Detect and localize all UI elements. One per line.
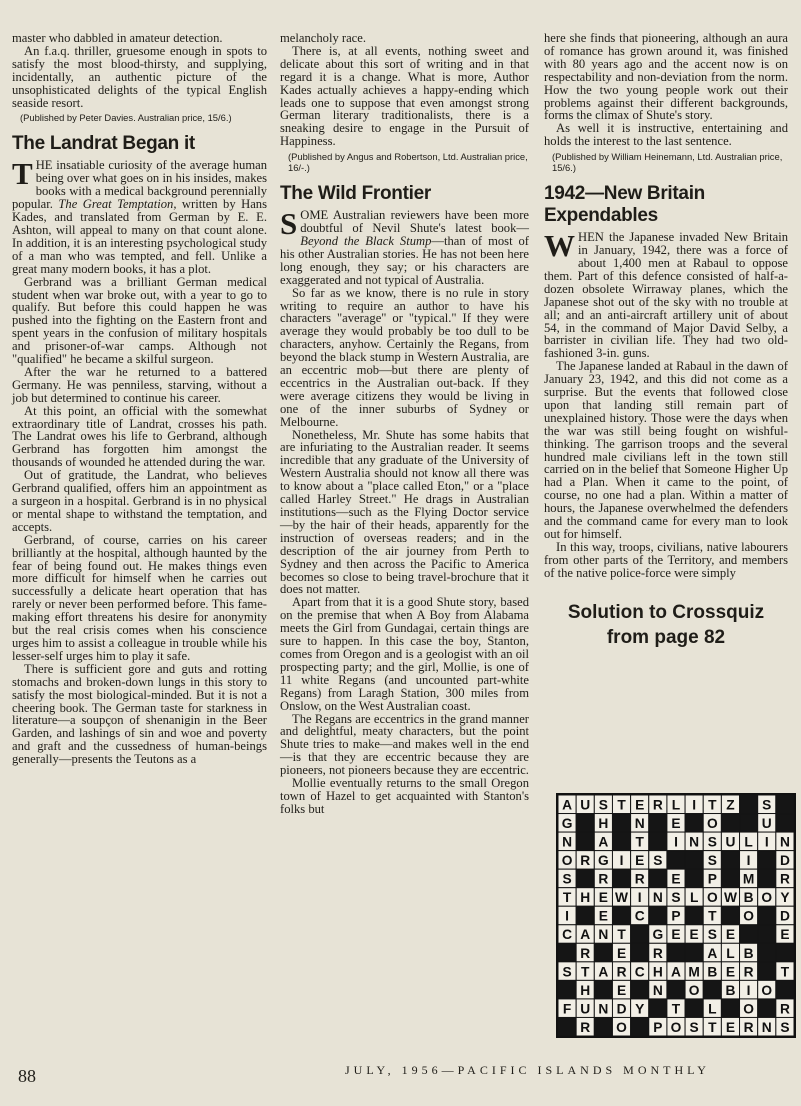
crossword-letter: O — [743, 1001, 754, 1017]
crossword-black-square — [576, 814, 594, 833]
crossword-black-square — [594, 943, 612, 962]
crossword-black-square — [631, 980, 649, 999]
crossword-black-square — [758, 962, 776, 981]
solution-subtitle-line: from page 82 — [606, 626, 726, 648]
paragraph: The Regans are eccentrics in the grand manner and delightful, meaty characters, but the point Shute tries to make—and makes well in the end—is that they are eccentric because they are pioneers, not pioneers because they are eccentric. — [280, 711, 529, 778]
crossword-letter: H — [598, 815, 609, 831]
crossword-black-square — [758, 906, 776, 925]
crossword-letter: S — [653, 853, 663, 869]
publisher-credit: (Published by Peter Davies. Australian price, 15/6.) — [20, 112, 232, 124]
lead-text: HEN the Japanese invaded New Britain in January, 1942, there was a force of about 1,400 men at Rabaul to oppose them. Part of this defence consisted of half-a-dozen obsolete Wirraway planes, which the Japanese shot out of the sky with no trouble at all; and an anti-aircraft artillery unit of about 54, in the command of Major David Selby, a barrister in civilian life. They had two old-fashioned 3-in. guns. — [544, 230, 788, 361]
lead-paragraph — [12, 156, 267, 276]
crossword-letter: R — [779, 871, 790, 887]
crossword-letter: U — [580, 1001, 591, 1017]
crossword-letter: U — [761, 815, 772, 831]
crossword-letter: S — [689, 1019, 699, 1035]
crossword-letter: A — [580, 927, 591, 943]
crossword-letter: H — [580, 982, 591, 998]
crossword-letter: S — [707, 834, 717, 850]
crossword-letter: L — [671, 797, 681, 813]
crossword-letter: R — [580, 945, 591, 961]
crossword-black-square — [685, 814, 703, 833]
review-heading: The Landrat Began it — [12, 133, 195, 155]
crossword-black-square — [776, 980, 794, 999]
crossword-letter: R — [598, 871, 609, 887]
crossword-letter: S — [562, 964, 572, 980]
crossword-letter: Y — [780, 890, 790, 906]
crossword-letter: O — [670, 1019, 682, 1035]
crossword-letter: R — [616, 964, 627, 980]
crossword-black-square — [758, 869, 776, 888]
paragraph: Mollie eventually returns to the small Oregon town of Hazel to get acquainted with Stanton's folks but — [280, 776, 529, 816]
crossword-letter: E — [671, 815, 681, 831]
crossword-black-square — [631, 1017, 649, 1036]
crossword-letter: A — [671, 964, 681, 980]
paragraph: Gerbrand, of course, carries on his career brilliantly at the hospital, although haunted by the fear of being found out. He makes things even more difficult for himself when he carries out successfully a delicate heart operation that has rarely or never been performed before. This fame-making effort threatens his desire for anonymity but the real crisis comes when his conscience urges him to assist a colleague in trouble while his lesser-self urges him to play it safe. — [12, 532, 267, 663]
crossword-letter: L — [726, 945, 735, 961]
crossword-letter: A — [598, 964, 609, 980]
crossword-black-square — [685, 869, 703, 888]
paragraph: here she finds that pioneering, although an aura of romance has grown around it, was finished with 80 years ago and the accent now is on respectability and non-deviation from the norm. How the two young people work out their problems against their different backgrounds, forms the climax of Shute's story. — [544, 31, 788, 123]
paragraph: There is, at all events, nothing sweet and delicate about this sort of writing and in that regard it is a change. What is more, Author Kades actually achieves a happy-ending which leads one to suppose that even amongst strong German literary traditionalists, there is a sneaking desire to engage in the Pursuit of Happiness. — [280, 43, 529, 149]
crossword-letter: S — [562, 871, 572, 887]
crossword-black-square — [612, 906, 630, 925]
crossword-letter: B — [743, 890, 754, 906]
crossword-letter: I — [692, 797, 697, 813]
paragraph: melancholy race. — [280, 31, 367, 45]
crossword-grid-svg — [556, 793, 796, 1038]
crossword-letter: O — [761, 982, 773, 998]
crossword-letter: E — [689, 927, 699, 943]
crossword-black-square — [576, 906, 594, 925]
crossword-letter: E — [725, 1019, 736, 1035]
column-2 — [280, 32, 529, 816]
lead-paragraph — [280, 206, 530, 287]
paragraph: master who dabbled in amateur detection. — [12, 31, 223, 45]
crossword-letter: N — [652, 890, 663, 906]
crossword-letter: O — [761, 890, 773, 906]
crossword-letter: O — [688, 982, 700, 998]
crossword-black-square — [612, 832, 630, 851]
crossword-letter: I — [764, 834, 769, 850]
crossword-black-square — [758, 943, 776, 962]
crossword-black-square — [776, 795, 794, 814]
crossword-letter: M — [688, 964, 700, 980]
crossword-black-square — [776, 943, 794, 962]
paragraph: At this point, an official with the somewhat extraordinary title of Landrat, crosses his path. The Landrat owes his life to Gerbrand, although Gerbrand has forgotten him amongst the thousands of wounded he attended during the war. — [12, 403, 267, 470]
crossword-letter: O — [706, 815, 718, 831]
crossword-black-square — [594, 1017, 612, 1036]
lead-text: HE insatiable curiosity of the average human being over what goes on in his insides, makes books with a medical background perennially popular. — [12, 158, 267, 212]
crossword-black-square — [721, 814, 739, 833]
crossword-letter: P — [653, 1019, 663, 1035]
lead-text-cont: —than of most of his other Australian stories. He has not been here long enough, they say; or his characters are exaggerated and not typical of Australia. — [280, 233, 530, 287]
crossword-black-square — [649, 814, 667, 833]
crossword-letter: O — [616, 1019, 627, 1035]
crossword-letter: R — [634, 871, 645, 887]
crossword-letter: T — [708, 797, 717, 813]
crossword-black-square — [776, 814, 794, 833]
crossword-black-square — [667, 943, 685, 962]
crossword-letter: R — [580, 853, 591, 869]
crossword-letter: Z — [726, 797, 735, 813]
crossword-black-square — [740, 814, 758, 833]
crossword-black-square — [758, 851, 776, 870]
crossword-black-square — [721, 869, 739, 888]
crossword-letter: T — [708, 908, 717, 924]
crossword-black-square — [558, 943, 576, 962]
crossword-letter: L — [708, 1001, 717, 1017]
drop-cap: S — [280, 206, 298, 242]
crossword-letter: S — [762, 797, 772, 813]
crossword-letter: C — [634, 908, 645, 924]
crossword-letter: I — [637, 890, 642, 906]
crossword-black-square — [758, 925, 776, 944]
crossword-black-square — [649, 869, 667, 888]
crossword-solution-title — [544, 600, 788, 650]
column-3 — [544, 32, 788, 664]
crossword-black-square — [631, 943, 649, 962]
crossword-black-square — [576, 869, 594, 888]
crossword-letter: N — [761, 1019, 772, 1035]
crossword-letter: B — [707, 964, 718, 980]
crossword-black-square — [685, 851, 703, 870]
book-title: The Great Temptation, — [58, 197, 177, 212]
crossword-letter: H — [652, 964, 663, 980]
crossword-letter: N — [689, 834, 700, 850]
crossword-letter: R — [779, 1001, 790, 1017]
crossword-letter: R — [743, 964, 754, 980]
crossword-letter: E — [598, 890, 608, 906]
crossword-black-square — [721, 851, 739, 870]
crossword-letter: E — [780, 927, 790, 943]
crossword-letter: N — [598, 927, 609, 943]
crossword-black-square — [558, 980, 576, 999]
crossword-black-square — [758, 999, 776, 1018]
crossword-black-square — [667, 851, 685, 870]
column-1 — [12, 32, 267, 766]
crossword-black-square — [631, 925, 649, 944]
review-heading: 1942—New Britain Expendables — [544, 183, 705, 227]
drop-cap: T — [12, 156, 33, 192]
crossword-letter: L — [689, 890, 699, 906]
paragraph: So far as we know, there is no rule in story writing to require an author to have his characters "average" or "typical." If they were average they would probably be too dull to be characters, anyhow. Certainly the Regans, from beyond the black stump in Western Australia, are an eccentric mob—but there are plenty of eccentrics in the Australian out-back. If they were average citizens they would be living in one of the inner suburbs of Sydney or Melbourne. — [280, 285, 529, 429]
crossword-black-square — [740, 925, 758, 944]
crossword-letter: S — [598, 797, 608, 813]
crossword-letter: D — [779, 853, 790, 869]
crossword-letter: O — [706, 890, 718, 906]
crossword-letter: T — [780, 964, 790, 980]
crossword-letter: O — [561, 853, 573, 869]
crossword-black-square — [558, 1017, 576, 1036]
crossword-black-square — [721, 906, 739, 925]
crossword-black-square — [649, 999, 667, 1018]
paragraph: After the war he returned to a battered Germany. He was penniless, starving, without a job but determined to continue his career. — [12, 364, 267, 405]
crossword-black-square — [594, 980, 612, 999]
crossword-black-square — [685, 943, 703, 962]
crossword-letter: A — [562, 797, 573, 813]
crossword-letter: S — [671, 890, 681, 906]
crossword-letter: I — [565, 908, 569, 924]
paragraph: Nonetheless, Mr. Shute has some habits that are infuriating to the Australian reader. It seems incredible that any graduate of the University of Western Australia should not know all there was to know about a "place called Eton," or a "place called Harley Street." He drags in Australian institutions—such as the Flying Doctor service—by the hair of their heads, apparently for the instruction of overseas readers; and in the description of the air journey from Perth to Sydney and then across the Pacific to America becomes so close to being travel-brochure that it does not matter. — [280, 427, 529, 597]
crossword-letter: T — [617, 797, 626, 813]
book-title: Beyond the Black Stump — [300, 233, 432, 248]
paragraph: Apart from that it is a good Shute story, based on the premise that when A Boy from Alabama meets the Girl from Gundagai, certain things are sure to happen. In this case the boy, Stanton, comes from Oregon and is a geologist with an oil prospecting party; and the girl, Mollie, is one of 11 white Regans (and uncounted part-white Regans) from Laragh Station, 300 miles from Onslow, on the West Australian coast. — [280, 595, 529, 713]
crossword-black-square — [612, 869, 630, 888]
crossword-grid — [556, 793, 796, 1038]
crossword-letter: R — [580, 1019, 591, 1035]
crossword-letter: L — [744, 834, 753, 850]
crossword-letter: P — [707, 871, 717, 887]
crossword-letter: G — [598, 853, 609, 869]
crossword-letter: E — [635, 797, 645, 813]
crossword-letter: M — [742, 871, 755, 887]
crossword-letter: O — [743, 908, 754, 924]
paragraph: Out of gratitude, the Landrat, who believes Gerbrand qualified, offers him an appointment as a surgeon in a hospital. Gerbrand is in no physical or mental shape to withstand the temptation, and accepts. — [12, 468, 267, 534]
crossword-letter: T — [708, 1019, 717, 1035]
crossword-letter: T — [635, 834, 644, 850]
crossword-letter: T — [617, 927, 626, 943]
crossword-letter: G — [652, 927, 664, 943]
crossword-letter: E — [635, 853, 645, 869]
publisher-credit: (Published by William Heinemann, Ltd. Australian price, 15/6.) — [552, 151, 783, 174]
crossword-black-square — [703, 980, 721, 999]
crossword-letter: G — [561, 815, 573, 831]
page-number: 88 — [18, 1066, 36, 1086]
lead-paragraph — [544, 228, 788, 361]
crossword-letter: A — [707, 945, 718, 961]
crossword-letter: T — [581, 964, 590, 980]
crossword-letter: I — [746, 853, 751, 869]
crossword-letter: C — [634, 964, 645, 980]
paragraph: An f.a.q. thriller, gruesome enough in spots to satisfy the most blood-thirsty, and supplying, incidentally, an authentic picture of the unsophisticated delights of the typical English seaside resort. — [12, 43, 267, 110]
crossword-letter: R — [652, 797, 663, 813]
paragraph: The Japanese landed at Rabaul in the dawn of January 23, 1942, and this did not come as a surprise. But the events that followed close upon that landing still remain part of unexplained history. Those were the days when the war was still being fought on wishful-thinking. The garrison troops and the several hundred male civilians left in the town still carried on in the belief that Someone Higher Up had a Plan. When it came to the point, of course, no one had a plan. Within a matter of hours, the Japanese overwhelmed the defenders and the command came for every man to look out for himself. — [544, 359, 788, 541]
crossword-letter: B — [725, 982, 736, 998]
crossword-letter: I — [746, 982, 751, 998]
crossword-letter: D — [779, 908, 790, 924]
crossword-black-square — [667, 980, 685, 999]
crossword-letter: I — [674, 834, 678, 850]
crossword-letter: S — [707, 927, 717, 943]
crossword-letter: N — [779, 834, 790, 850]
crossword-black-square — [576, 832, 594, 851]
crossword-black-square — [685, 906, 703, 925]
crossword-letter: E — [616, 945, 627, 961]
lead-text: OME Australian reviewers have been more doubtful of Nevil Shute's latest book— — [300, 208, 529, 236]
crossword-letter: I — [619, 853, 624, 869]
crossword-letter: T — [562, 890, 572, 906]
crossword-letter: B — [743, 945, 754, 961]
crossword-letter: S — [707, 853, 717, 869]
running-head: JULY, 1956—PACIFIC ISLANDS MONTHLY — [345, 1063, 710, 1077]
crossword-letter: R — [652, 945, 663, 961]
paragraph: Gerbrand was a brilliant German medical student when war broke out, with a year to go to qualify. But before this could happen he was pushed into the fighting on the Eastern front and spent years in the confusion of military hospitals and prisoner-of-war camps. Although not "qualified" he became a skilful surgeon. — [12, 274, 267, 367]
crossword-letter: E — [725, 964, 736, 980]
crossword-letter: N — [598, 1001, 609, 1017]
crossword-letter: P — [671, 908, 681, 924]
crossword-black-square — [740, 795, 758, 814]
crossword-letter: H — [580, 890, 591, 906]
crossword-letter: A — [598, 834, 609, 850]
crossword-letter: F — [562, 1001, 572, 1017]
crossword-letter: S — [780, 1019, 790, 1035]
crossword-letter: N — [562, 834, 573, 850]
crossword-letter: E — [725, 927, 736, 943]
crossword-letter: U — [725, 834, 736, 850]
crossword-letter: E — [671, 927, 681, 943]
crossword-letter: E — [616, 982, 627, 998]
crossword-black-square — [649, 832, 667, 851]
crossword-letter: D — [616, 1001, 627, 1017]
crossword-black-square — [612, 814, 630, 833]
crossword-letter: R — [743, 1019, 754, 1035]
crossword-black-square — [685, 999, 703, 1018]
crossword-letter: T — [671, 1001, 681, 1017]
crossword-letter: U — [580, 797, 591, 813]
crossword-letter: W — [615, 890, 629, 906]
review-heading: The Wild Frontier — [280, 183, 431, 205]
crossword-letter: N — [634, 815, 645, 831]
crossword-letter: C — [562, 927, 573, 943]
publisher-credit: (Published by Angus and Robertson, Ltd. Australian price, 16/-.) — [288, 151, 528, 174]
paragraph: There is sufficient gore and guts and rotting stomachs and broken-down lungs in this story to satisfy the most biological-minded. But it is not a cheering book. The German taste for starkness in literature—a soupçon of shenanigin in the Beer Garden, and lashings of sin and woe and poverty and graft and the cussedness of human-beings generally—presents the Teutons as a — [12, 661, 267, 767]
crossword-letter: E — [598, 908, 608, 924]
paragraph: As well it is instructive, entertaining and holds the interest to the last sentence. — [544, 121, 788, 149]
paragraph: In this way, troops, civilians, native labourers from other parts of the Territory, and members of the native police-force were simply — [544, 539, 788, 580]
crossword-letter: N — [652, 982, 663, 998]
crossword-black-square — [721, 999, 739, 1018]
drop-cap: W — [544, 228, 575, 264]
crossword-black-square — [649, 906, 667, 925]
crossword-letter: E — [671, 871, 681, 887]
solution-title-line: Solution to Crossquiz — [567, 601, 765, 623]
crossword-letter: W — [723, 890, 737, 906]
lead-text-cont: written by Hans Kades, and translated from German by E. E. Ashton, will appeal to many on that count alone. In addition, it is an interesting psychological study of a man who was tempted, and fell. Unlike a great many modern books, it has a plot. — [12, 197, 267, 276]
crossword-letter: Y — [635, 1001, 645, 1017]
